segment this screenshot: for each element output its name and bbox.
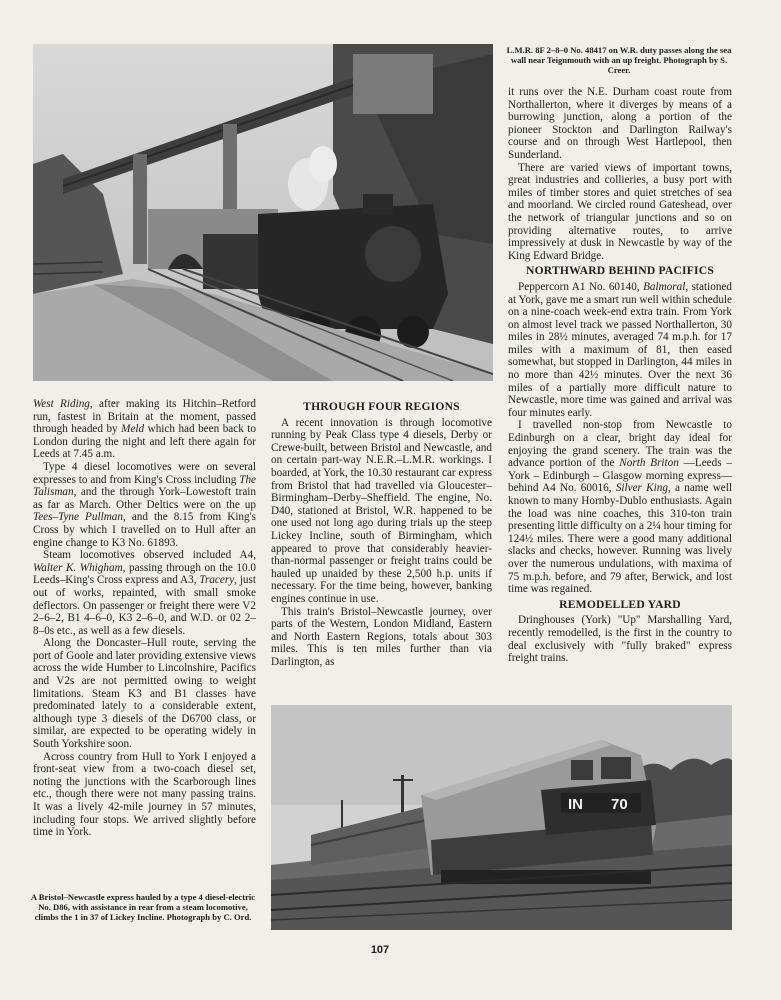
top-photo-caption: L.M.R. 8F 2–8–0 No. 48417 on W.R. duty passes along the sea wall near Teignmouth with an up freight. Photograph by S. Creer. <box>506 45 732 75</box>
bottom-photo-caption: A Bristol–Newcastle express hauled by a type 4 diesel-electric No. D86, with assistance in rear from a steam locomotive, climbs the 1 in 37 of Lickey Incline. Photograph by C. Ord. <box>30 892 256 922</box>
column-1 <box>33 398 256 839</box>
section-heading: REMODELLED YARD <box>559 597 681 611</box>
paragraph: Type 4 diesel locomotives were on several expresses to and from King's Cross including The Talisman, and the through York–Lowestoft train as far as March. Other Deltics were on the up Tees–Tyne Pullman, and the 8.15 from King's Cross by which I travelled on to Hull after an engine change to K3 No. 61893. <box>33 460 256 549</box>
steam-freight-photo <box>33 44 493 381</box>
headcode-number: 70 <box>611 796 628 813</box>
diesel-express-photo <box>271 705 732 930</box>
paragraph: Peppercorn A1 No. 60140, Balmoral, stationed at York, gave me a smart run well within schedule on a nine-coach week-end extra train. From York on almost level track we passed Northallerton, 30 miles in 28½ minutes, averaged 74 m.p.h. for 17 miles with a maximum of 81, then eased somewhat, but stopped in Darlington, 44 miles in no more than 42½ minutes. Over the next 36 miles of a partially more difficult nature to Newcastle, more time was gained and arrival was four minutes early. <box>508 280 733 419</box>
paragraph: Along the Doncaster–Hull route, serving the port of Goole and later providing extensive views across the wide Humber to Lincolnshire, Pacifics and V2s are not permitted owing to weight limitations. Steam K3 and B1 classes have predominated lately to a considerable extent, although type 3 diesels of the D6700 class, or similar, are expected to be operating widely in South Yorkshire soon. <box>33 637 256 751</box>
section-heading: NORTHWARD BEHIND PACIFICS <box>526 264 714 278</box>
paragraph: Steam locomotives observed included A4, Walter K. Whigham, passing through on the 10.0 Leeds–King's Cross express and A3, Tracery, just out of works, repainted, with small smoke deflectors. On passenger or freight there were V2 2–6–2, B1 4–6–0, K3 2–6–0, and W.D. or 02 2–8–0s etc., as well as a few diesels. <box>33 549 256 637</box>
paragraph: Across country from Hull to York I enjoyed a front-seat view from a two-coach diesel set, noting the junctions with the Scarborough lines etc., though there were not many passing trains. It was a lively 42-mile journey in 57 minutes, including four stops. We arrived slightly before time in York. <box>33 750 256 839</box>
paragraph: This train's Bristol–Newcastle journey, over parts of the Western, London Midland, Eastern and North Eastern Regions, totals about 303 miles. This is ten miles further than via Darlington, as <box>271 605 492 668</box>
column-2 <box>271 398 492 668</box>
paragraph: A recent innovation is through locomotive running by Peak Class type 4 diesels, Derby or Crewe-built, between Bristol and Newcastle, and on certain part-way N.E.R.–L.M.R. workings. I boarded, at York, the 10.30 restaurant car express from Bristol that had travelled via Gloucester–Birmingham–Derby–Sheffield. The engine, No. D40, stationed at Bristol, W.R. happened to be one used not long ago during trials up the steep Lickey Incline, south of Birmingham, which appeared to prove that considerably heavier-than-normal passenger or freight trains could be hauled up unaided by these 2,500 h.p. units if necessary. For the time being, however, banking engines continue in use. <box>271 416 492 605</box>
paragraph: Dringhouses (York) "Up" Marshalling Yard, recently remodelled, is the first in the country to deal exclusively with "fully braked" express freight trains. <box>508 614 732 665</box>
headcode-text: IN <box>568 796 583 813</box>
column-3 <box>508 86 732 665</box>
paragraph: I travelled non-stop from Newcastle to Edinburgh on a clear, bright day ideal for enjoying the grand scenery. The train was the advance portion of the North Briton —Leeds – York – Edinburgh – Glasgow morning express—behind A4 No. 60016, Silver King, a name well known to many Hornby-Dublo enthusiasts. Again the load was nine coaches, this 310-ton train presenting little difficulty on a 2¼ hour timing for 124½ miles. There were a good many additional slacks and checks, however. Running was lively over the numerous undulations, with maxima of 75 m.p.h. before, and 79 after, Berwick, and lost time was regained. <box>508 419 733 596</box>
paragraph: it runs over the N.E. Durham coast route from Northallerton, where it diverges by means of a burrowing junction, along a portion of the pioneer Stockton and Darlington Railway's course and on through West Hartlepool, then Sunderland. <box>508 86 732 161</box>
section-heading: THROUGH FOUR REGIONS <box>303 400 460 413</box>
paragraph: West Riding, after making its Hitchin–Retford run, fastest in Britain at the moment, passed through headed by Meld which had been back to London during the night and left there again for Leeds at 7.45 a.m. <box>33 398 257 461</box>
page-number: 107 <box>370 944 390 956</box>
paragraph: There are varied views of important towns, great industries and collieries, a busy port with miles of timber stores and quiet stretches of sea and moorland. We circled round Gateshead, over the network of triangular junctions and so on providing alternative routes, to arrive impressively at dusk in Newcastle by way of the King Edward Bridge. <box>508 161 732 262</box>
